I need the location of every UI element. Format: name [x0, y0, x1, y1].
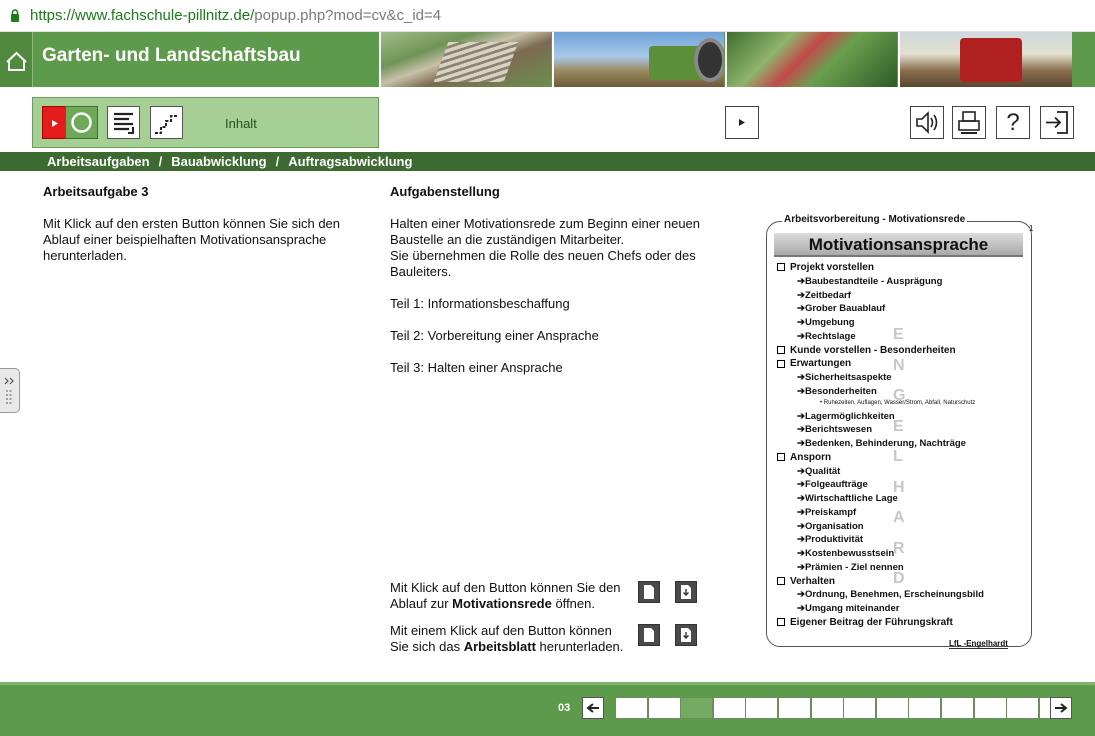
- expand-icon: [0, 369, 19, 414]
- document-outline-line: ➔Ordnung, Benehmen, Erscheinungsbild: [797, 589, 984, 601]
- page-box[interactable]: [680, 697, 713, 719]
- document-vertical-letter: E: [893, 326, 904, 343]
- list-icon: [108, 107, 139, 138]
- download-document-button[interactable]: [675, 581, 697, 603]
- circle-icon: [66, 107, 97, 138]
- page-box[interactable]: [778, 697, 811, 719]
- document-outline-line: ➔Prämien - Ziel nennen: [797, 561, 904, 573]
- printer-icon: [953, 107, 985, 138]
- document-outline-line: ➔Zeitbedarf: [797, 289, 851, 301]
- lock-icon: [10, 9, 20, 22]
- page-box[interactable]: [974, 697, 1007, 719]
- document-header: Arbeitsvorbereitung - Motivationsrede: [784, 214, 966, 225]
- exit-button[interactable]: [1040, 106, 1074, 139]
- document-outline-line: ➔Produktivität: [797, 534, 864, 546]
- document-outline-line: ➔Bedenken, Behinderung, Nachträge: [797, 438, 966, 449]
- page-box[interactable]: [876, 697, 909, 719]
- document-outline-line: ➔Wirtschaftliche Lage: [797, 493, 898, 504]
- url-domain: https://www.fachschule-pillnitz.de/: [30, 7, 255, 24]
- download-speech-text: [390, 580, 630, 612]
- page-number: 03: [558, 702, 571, 714]
- document-outline-line: ➔Preiskampf: [797, 506, 857, 518]
- document-outline-line: ➔Grober Bauablauf: [797, 303, 886, 315]
- part-3: Teil 3: Halten einer Ansprache: [390, 360, 563, 375]
- speaker-icon: [911, 107, 943, 138]
- document-outline-line: ➔Lagermöglichkeiten: [797, 410, 895, 422]
- arrow-right-icon: [1051, 698, 1071, 718]
- document-outline-line: ➔Baubestandteile - Ausprägung: [797, 275, 943, 287]
- document-outline-line: Eigener Beitrag der Führungskraft: [777, 617, 953, 628]
- page-box[interactable]: [941, 697, 974, 719]
- page-box[interactable]: [713, 697, 746, 719]
- open-document-button[interactable]: [638, 581, 660, 603]
- dl2-pre: Mit einem Klick auf den Button können Sie sich das: [390, 623, 612, 654]
- breadcrumb-item-bauabwicklung[interactable]: Bauabwicklung: [171, 154, 267, 169]
- download-worksheet-button[interactable]: [675, 624, 697, 646]
- help-button[interactable]: ?: [996, 106, 1030, 139]
- print-button[interactable]: [952, 106, 986, 139]
- document-outline-line: Kunde vorstellen - Besonderheiten: [777, 345, 956, 356]
- url-path: popup.php?mod=cv&c_id=4: [254, 7, 442, 24]
- document-outline-line: Ansporn: [777, 452, 831, 463]
- document-page-number: 1: [1029, 224, 1034, 233]
- page-box[interactable]: [648, 697, 681, 719]
- document-outline-line: Projekt vorstellen: [777, 262, 874, 273]
- page-box[interactable]: [745, 697, 778, 719]
- document-outline-line: ➔Berichtswesen: [797, 424, 873, 436]
- page-box[interactable]: [1006, 697, 1039, 719]
- page-box[interactable]: [908, 697, 941, 719]
- play-icon: [726, 107, 758, 138]
- audio-button[interactable]: [910, 106, 944, 139]
- part-1: Teil 1: Informationsbeschaffung: [390, 296, 570, 311]
- breadcrumb-item-arbeitsaufgaben[interactable]: Arbeitsaufgaben: [47, 154, 150, 169]
- page-box[interactable]: [843, 697, 876, 719]
- document-vertical-letter: H: [893, 478, 905, 496]
- dl2-post: herunterladen.: [535, 639, 624, 654]
- breadcrumb-separator: /: [275, 154, 280, 169]
- document-logo: LfL -Engelhardt: [949, 639, 1008, 648]
- document-vertical-letter: E: [893, 417, 904, 435]
- header-photo-garden-steps: [379, 32, 551, 87]
- url-text[interactable]: [30, 7, 441, 24]
- list-button[interactable]: [107, 106, 140, 139]
- document-outline-line: ➔Folgeaufträge: [797, 479, 868, 491]
- document-outline-line: ➔Besonderheiten: [797, 385, 877, 397]
- home-icon: [0, 32, 33, 87]
- document-vertical-letter: N: [893, 356, 905, 374]
- content-label[interactable]: Inhalt: [225, 116, 257, 131]
- overview-button[interactable]: [65, 106, 98, 139]
- header-photo-field-machine: [552, 32, 724, 87]
- document-vertical-letter: G: [893, 387, 906, 404]
- task-heading: Arbeitsaufgabe 3: [43, 184, 149, 199]
- side-panel-handle[interactable]: [0, 368, 20, 413]
- intro-line-2: Sie übernehmen die Rolle des neuen Chefs oder des Bauleiters.: [390, 248, 696, 279]
- open-worksheet-button[interactable]: [638, 624, 660, 646]
- document-vertical-letter: R: [893, 539, 905, 557]
- part-2: Teil 2: Vorbereitung einer Ansprache: [390, 328, 599, 343]
- document-outline-line: ➔Umgang miteinander: [797, 603, 900, 614]
- document-outline-line: • Ruhezeiten, Auflagen, Wasser/Strom, Abfall, Naturschutz: [820, 399, 976, 406]
- document-outline-line: ➔Kostenbewusstsein: [797, 548, 895, 559]
- assignment-heading: Aufgabenstellung: [390, 184, 500, 199]
- document-outline-line: Verhalten: [777, 576, 835, 587]
- page-box[interactable]: [811, 697, 844, 719]
- red-marker-button[interactable]: [42, 106, 66, 139]
- document-outline-line: ➔Organisation: [797, 520, 864, 532]
- exit-icon: [1041, 107, 1073, 138]
- dl2-bold: Arbeitsblatt: [463, 639, 536, 654]
- breadcrumb-separator: /: [158, 154, 163, 169]
- download-worksheet-text: [390, 623, 630, 655]
- stairs-icon: [151, 107, 182, 138]
- dl1-bold: Motivationsrede: [452, 596, 552, 611]
- arrow-left-icon: [583, 698, 603, 718]
- assignment-intro: [390, 216, 720, 280]
- dl1-pre: Mit Klick auf den Button können Sie den Ablauf zur: [390, 580, 621, 611]
- previous-page-button[interactable]: [582, 697, 604, 719]
- document-icon: [639, 625, 659, 645]
- page-box[interactable]: [615, 697, 648, 719]
- document-outline-line: Erwartungen: [777, 358, 851, 369]
- document-vertical-letter: L: [893, 448, 903, 465]
- play-small-icon: [43, 107, 67, 140]
- assignment-text: [390, 216, 720, 392]
- breadcrumb: [47, 154, 412, 169]
- document-outline-line: ➔Qualität: [797, 465, 841, 477]
- breadcrumb-item-auftragsabwicklung[interactable]: Auftragsabwicklung: [288, 154, 413, 169]
- download-icon: [676, 582, 696, 602]
- dl1-post: öffnen.: [551, 596, 595, 611]
- document-outline-line: ➔Sicherheitsaspekte: [797, 372, 892, 383]
- document-outline-line: ➔Rechtslage: [797, 330, 856, 342]
- home-button[interactable]: [0, 32, 33, 87]
- intro-line-1: Halten einer Motivationsrede zum Beginn einer neuen Baustelle an die zuständigen Mitarbeiter.: [390, 216, 701, 247]
- document-outline-line: ➔Umgebung: [797, 317, 855, 328]
- document-vertical-letter: A: [893, 509, 905, 526]
- app-title: Garten- und Landschaftsbau: [42, 45, 301, 66]
- task-description: Mit Klick auf den ersten Button können Sie sich den Ablauf einer beispielhaften Motivationsansprache herunterladen.: [43, 216, 341, 263]
- document-icon: [639, 582, 659, 602]
- next-page-button[interactable]: [1050, 697, 1072, 719]
- play-button[interactable]: [725, 106, 759, 139]
- download-icon: [676, 625, 696, 645]
- header-photo-garden-path: [725, 32, 897, 87]
- header-photo-tractor: [898, 32, 1072, 87]
- document-vertical-letter: D: [893, 570, 905, 587]
- document-title: Motivationsansprache: [774, 233, 1023, 257]
- progress-button[interactable]: [150, 106, 183, 139]
